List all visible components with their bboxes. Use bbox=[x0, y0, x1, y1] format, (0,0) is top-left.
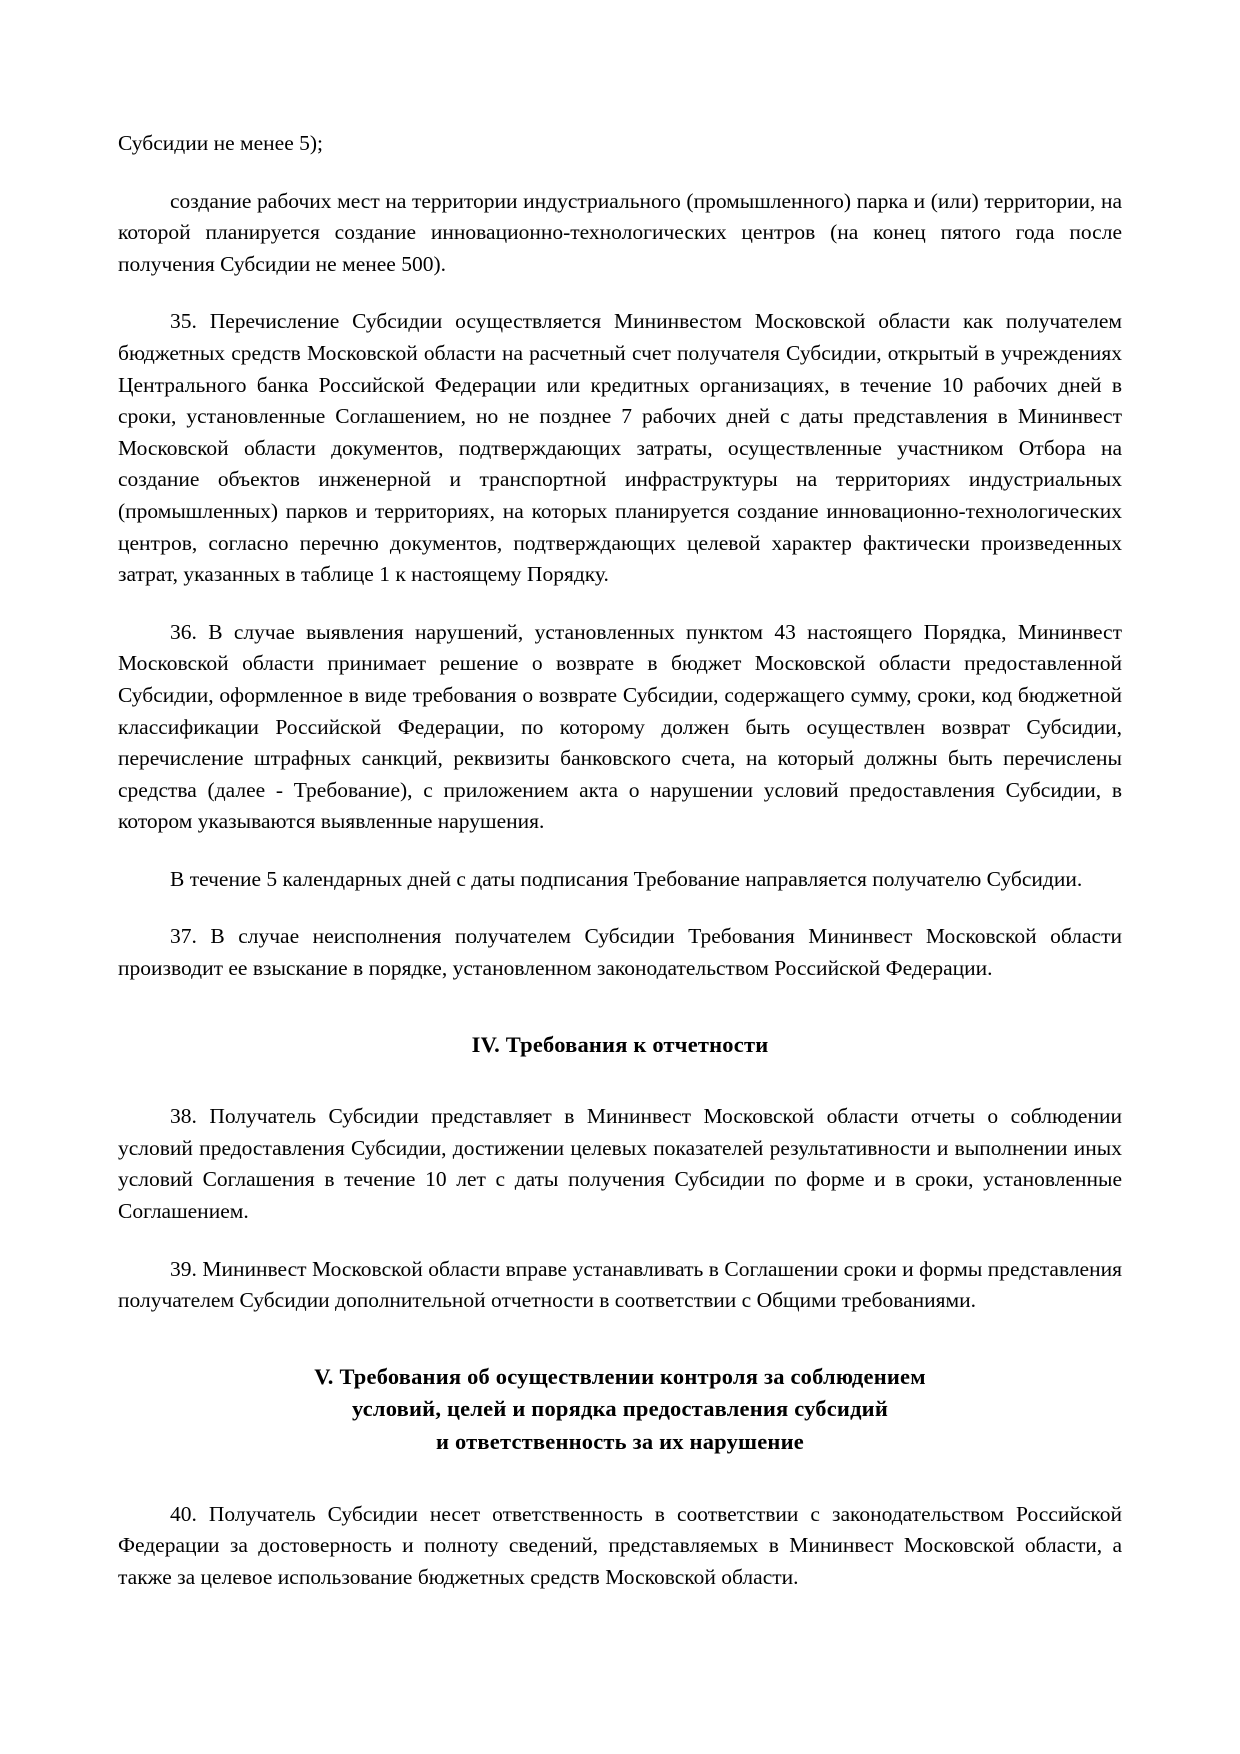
spacer bbox=[118, 895, 1122, 921]
spacer bbox=[118, 985, 1122, 1029]
paragraph-jobs-creation: создание рабочих мест на территории индустриального (промышленного) парка и (или) территории, на которой планируется создание инновационно-технологических центров (на конец пятого года после получения Субсидии не менее 500). bbox=[118, 188, 1122, 276]
section-heading-v-line-2: условий, целей и порядка предоставления субсидий bbox=[351, 1396, 888, 1422]
section-heading-iv-line-1: IV. Требования к отчетности bbox=[471, 1031, 769, 1057]
spacer bbox=[118, 591, 1122, 617]
spacer bbox=[118, 1317, 1122, 1361]
paragraph-item-38: 38. Получатель Субсидии представляет в Мининвест Московской области отчеты о соблюдении условий предоставления Субсидии, достижении целевых показателей результативности и выполнении иных условий Соглашения в течение 10 лет с даты получения Субсидии по форме и в сроки, установленные Соглашением. bbox=[118, 1104, 1122, 1224]
spacer bbox=[118, 1061, 1122, 1101]
paragraph-item-37: 37. В случае неисполнения получателем Субсидии Требования Мининвест Московской области производит ее взыскание в порядке, установленном законодательством Российской Федерации. bbox=[118, 924, 1122, 981]
paragraph-requirement-term: В течение 5 календарных дней с даты подписания Требование направляется получателю Субсидии. bbox=[170, 866, 1083, 891]
spacer bbox=[118, 280, 1122, 306]
spacer bbox=[118, 160, 1122, 186]
section-heading-iv bbox=[118, 1029, 1122, 1062]
paragraph-item-39: 39. Мининвест Московской области вправе устанавливать в Соглашении сроки и формы представления получателем Субсидии дополнительной отчетности в соответствии с Общими требованиями. bbox=[118, 1256, 1122, 1313]
section-heading-v-line-1: V. Требования об осуществлении контроля за соблюдением bbox=[314, 1363, 926, 1389]
section-heading-v bbox=[118, 1361, 1122, 1459]
document-body bbox=[118, 128, 1122, 1594]
paragraph-item-40: 40. Получатель Субсидии несет ответственность в соответствии с законодательством Российской Федерации за достоверность и полноту сведений, представляемых в Мининвест Московской области, а также за целевое использование бюджетных средств Московской области. bbox=[118, 1501, 1122, 1589]
spacer bbox=[118, 1459, 1122, 1499]
paragraph-item-35: 35. Перечисление Субсидии осуществляется Мининвестом Московской области как получателем бюджетных средств Московской области на расчетный счет получателя Субсидии, открытый в учреждениях Центрального банка Российской Федерации или кредитных организациях, в течение 10 рабочих дней в сроки, установленные Соглашением, но не позднее 7 рабочих дней с даты представления в Мининвест Московской области документов, подтверждающих затраты, осуществленные участником Отбора на создание объектов инженерной и транспортной инфраструктуры на территориях индустриальных (промышленных) парков и территориях, на которых планируется создание инновационно-технологических центров, согласно перечню документов, подтверждающих целевой характер фактически произведенных затрат, указанных в таблице 1 к настоящему Порядку. bbox=[118, 309, 1122, 587]
spacer bbox=[118, 838, 1122, 864]
spacer bbox=[118, 1228, 1122, 1254]
section-heading-v-line-3: и ответственность за их нарушение bbox=[436, 1429, 804, 1455]
paragraph-continued-line: Субсидии не менее 5); bbox=[118, 131, 324, 155]
paragraph-item-36: 36. В случае выявления нарушений, установленных пунктом 43 настоящего Порядка, Мининвест Московской области принимает решение о возврате в бюджет Московской области предоставленной Субсидии, оформленное в виде требования о возврате Субсидии, содержащего сумму, сроки, код бюджетной классификации Российской Федерации, по которому должен быть осуществлен возврат Субсидии, перечисление штрафных санкций, реквизиты банковского счета, на который должны быть перечислены средства (далее - Требование), с приложением акта о нарушении условий предоставления Субсидии, в котором указываются выявленные нарушения. bbox=[118, 619, 1122, 834]
